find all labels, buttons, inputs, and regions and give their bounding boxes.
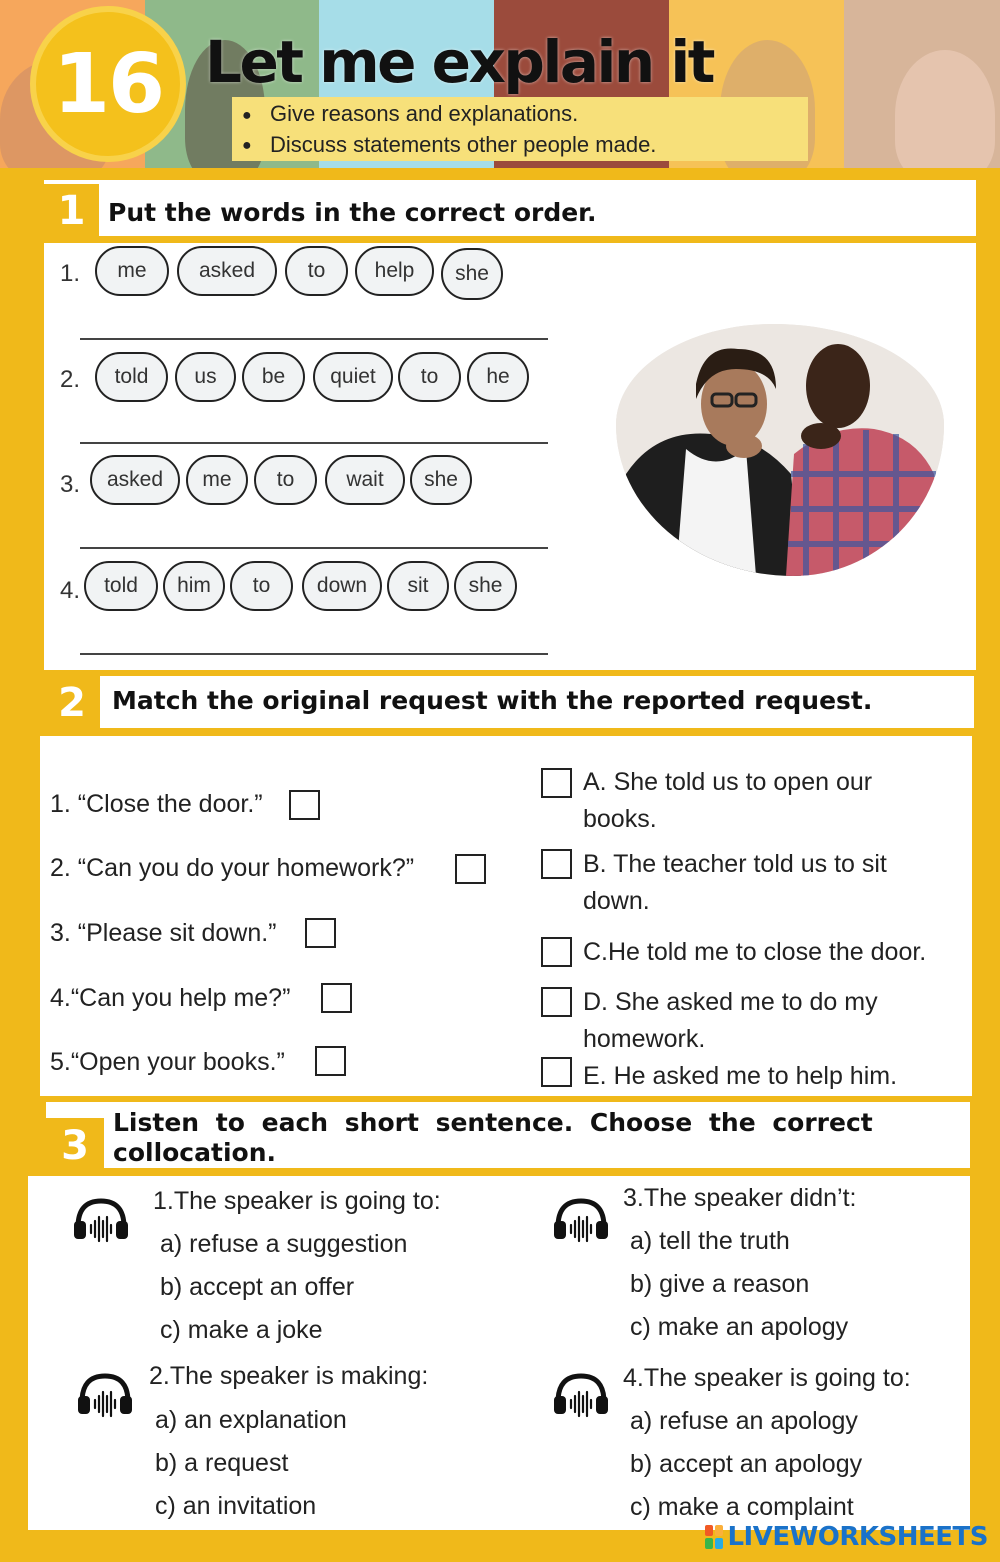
word-pill[interactable]: sit xyxy=(387,561,449,611)
answer-box[interactable] xyxy=(315,1046,346,1076)
answer-option[interactable]: c) make a complaint xyxy=(630,1493,854,1521)
header-banner xyxy=(0,0,1000,168)
item-number: 2. xyxy=(60,366,81,393)
answer-option[interactable]: a) refuse an apology xyxy=(630,1407,858,1435)
listening-question: 3.The speaker didn’t: xyxy=(623,1184,857,1212)
section2-title: Match the original request with the reported request. xyxy=(112,686,873,715)
answer-line[interactable] xyxy=(80,338,548,340)
word-pill[interactable]: to xyxy=(285,246,348,296)
section-divider xyxy=(44,236,976,243)
section2-number: 2 xyxy=(44,676,100,730)
answer-box[interactable] xyxy=(541,849,572,879)
answer-box[interactable] xyxy=(455,854,486,884)
word-pill[interactable]: us xyxy=(175,352,236,402)
answer-box[interactable] xyxy=(541,937,572,967)
logo-grid-icon xyxy=(705,1525,723,1549)
item-number: 3. xyxy=(60,471,81,498)
headphones-icon[interactable] xyxy=(552,1195,610,1243)
word-pill[interactable]: him xyxy=(163,561,225,611)
word-pill[interactable]: asked xyxy=(177,246,277,296)
headphones-icon[interactable] xyxy=(72,1195,130,1243)
answer-option[interactable]: c) make an apology xyxy=(630,1313,849,1341)
answer-option[interactable]: a) tell the truth xyxy=(630,1227,790,1255)
section1-number: 1 xyxy=(44,184,99,238)
answer-box[interactable] xyxy=(321,983,352,1013)
original-request: 2. “Can you do your homework?” xyxy=(50,854,415,882)
word-pill[interactable]: help xyxy=(355,246,434,296)
answer-box[interactable] xyxy=(541,1057,572,1087)
word-pill[interactable]: down xyxy=(302,561,382,611)
section-divider xyxy=(104,1168,970,1176)
reported-request: E. He asked me to help him. xyxy=(583,1062,898,1090)
word-pill[interactable]: wait xyxy=(325,455,405,505)
word-pill[interactable]: she xyxy=(441,248,503,300)
answer-box[interactable] xyxy=(541,987,572,1017)
reported-request: D. She asked me to do my homework. xyxy=(583,988,878,1053)
answer-option[interactable]: c) an invitation xyxy=(155,1492,317,1520)
word-pill[interactable]: asked xyxy=(90,455,180,505)
section3-title: Listen to each short sentence. Choose the correct collocation. xyxy=(113,1108,873,1167)
word-pill[interactable]: to xyxy=(398,352,461,402)
reported-request: B. The teacher told us to sit down. xyxy=(583,850,887,915)
answer-option[interactable]: b) accept an offer xyxy=(160,1273,355,1301)
answer-option[interactable]: a) an explanation xyxy=(155,1406,347,1434)
goal-item: ● Give reasons and explanations. xyxy=(242,101,579,126)
word-pill[interactable]: be xyxy=(242,352,305,402)
reported-request: A. She told us to open our books. xyxy=(583,768,873,833)
headphones-icon[interactable] xyxy=(76,1370,134,1418)
original-request: 5.“Open your books.” xyxy=(50,1048,285,1076)
original-request: 4.“Can you help me?” xyxy=(50,984,291,1012)
word-pill[interactable]: to xyxy=(254,455,317,505)
item-number: 1. xyxy=(60,260,81,287)
goals-box xyxy=(232,97,808,161)
answer-option[interactable]: c) make a joke xyxy=(160,1316,323,1344)
word-pill[interactable]: he xyxy=(467,352,529,402)
listening-question: 4.The speaker is going to: xyxy=(623,1364,911,1392)
headphones-icon[interactable] xyxy=(552,1370,610,1418)
answer-box[interactable] xyxy=(289,790,320,820)
reported-request: C.He told me to close the door. xyxy=(583,938,927,966)
word-pill[interactable]: she xyxy=(410,455,472,505)
section1-title: Put the words in the correct order. xyxy=(108,198,597,227)
unit-number-badge: 16 xyxy=(30,6,186,162)
answer-option[interactable]: a) refuse a suggestion xyxy=(160,1230,408,1258)
answer-line[interactable] xyxy=(80,653,548,655)
word-pill[interactable]: quiet xyxy=(313,352,393,402)
word-pill[interactable]: me xyxy=(186,455,248,505)
item-number: 4. xyxy=(60,577,81,604)
answer-line[interactable] xyxy=(80,547,548,549)
original-request: 3. “Please sit down.” xyxy=(50,919,277,947)
answer-option[interactable]: b) a request xyxy=(155,1449,289,1477)
liveworksheets-logo[interactable]: LIVEWORKSHEETS xyxy=(705,1522,988,1552)
listening-question: 1.The speaker is going to: xyxy=(153,1187,441,1215)
word-pill[interactable]: told xyxy=(95,352,168,402)
original-request: 1. “Close the door.” xyxy=(50,790,263,818)
word-pill[interactable]: to xyxy=(230,561,293,611)
answer-option[interactable]: b) accept an apology xyxy=(630,1450,863,1478)
page-title: Let me explain it xyxy=(205,28,713,96)
answer-box[interactable] xyxy=(541,768,572,798)
section-divider xyxy=(44,728,974,736)
word-pill[interactable]: she xyxy=(454,561,517,611)
listening-question: 2.The speaker is making: xyxy=(149,1362,429,1390)
answer-option[interactable]: b) give a reason xyxy=(630,1270,810,1298)
section3-number: 3 xyxy=(46,1118,104,1174)
person-photo xyxy=(895,50,995,168)
answer-box[interactable] xyxy=(305,918,336,948)
answer-line[interactable] xyxy=(80,442,548,444)
word-pill[interactable]: me xyxy=(95,246,169,296)
word-pill[interactable]: told xyxy=(84,561,158,611)
goal-item: ● Discuss statements other people made. xyxy=(242,131,657,157)
